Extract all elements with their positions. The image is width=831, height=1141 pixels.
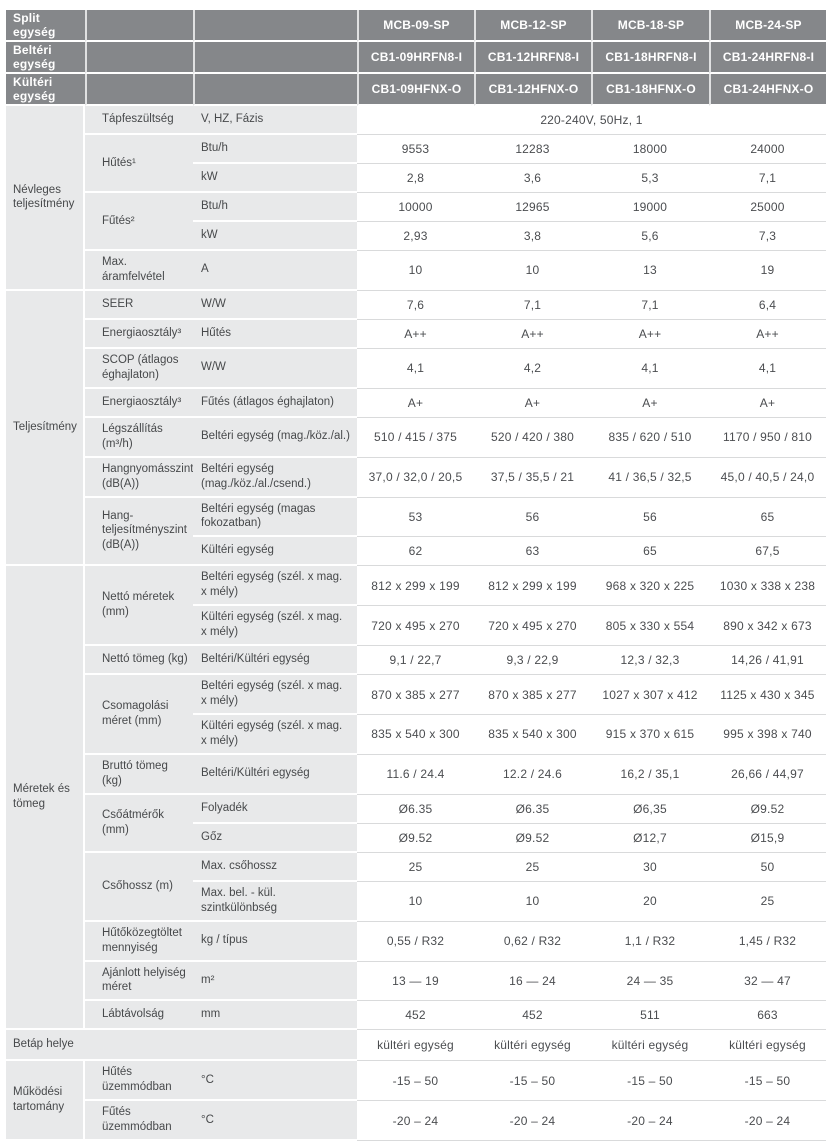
spec-row bbox=[6, 320, 826, 349]
spec-row bbox=[6, 349, 826, 389]
value-cell: 16,2 / 35,1 bbox=[591, 755, 709, 795]
value-cell: 12.2 / 24.6 bbox=[474, 755, 591, 795]
sub-label: A bbox=[193, 251, 357, 291]
value-cell: 10 bbox=[474, 882, 591, 922]
value-cell: 10000 bbox=[357, 193, 474, 222]
value-cell: A+ bbox=[357, 389, 474, 418]
sub-label: kW bbox=[193, 164, 357, 193]
param-label: Csomagolási méret (mm) bbox=[85, 675, 193, 755]
spec-row bbox=[6, 646, 826, 675]
outdoor-model: CB1-18HFNX-O bbox=[591, 74, 709, 106]
param-label: Tápfeszültség bbox=[85, 106, 193, 135]
value-cell: Ø12,7 bbox=[591, 824, 709, 853]
sub-label: °C bbox=[193, 1061, 357, 1101]
sub-label: Beltéri egység (szél. x mag. x mély) bbox=[193, 675, 357, 715]
value-cell: kültéri egység bbox=[709, 1030, 826, 1061]
param-label: Lábtávolság bbox=[85, 1001, 193, 1030]
param-label: Csőátmérők (mm) bbox=[85, 795, 193, 853]
value-cell: 25 bbox=[709, 882, 826, 922]
value-cell: kültéri egység bbox=[591, 1030, 709, 1061]
sub-label: Kültéri egység bbox=[193, 537, 357, 566]
value-cell: A++ bbox=[591, 320, 709, 349]
param-label: Nettó méretek (mm) bbox=[85, 566, 193, 646]
value-cell: 9,1 / 22,7 bbox=[357, 646, 474, 675]
value-cell: 63 bbox=[474, 537, 591, 566]
value-cell: 3,6 bbox=[474, 164, 591, 193]
value-cell: 4,1 bbox=[591, 349, 709, 389]
value-cell: 3,8 bbox=[474, 222, 591, 251]
value-cell: Ø6,35 bbox=[591, 795, 709, 824]
value-cell: 812 x 299 x 199 bbox=[474, 566, 591, 606]
value-cell: 812 x 299 x 199 bbox=[357, 566, 474, 606]
value-cell: 25000 bbox=[709, 193, 826, 222]
value-cell: 10 bbox=[474, 251, 591, 291]
spec-row bbox=[6, 291, 826, 320]
value-cell: 53 bbox=[357, 498, 474, 538]
sub-label: Folyadék bbox=[193, 795, 357, 824]
value-cell: 19 bbox=[709, 251, 826, 291]
model-name: MCB-12-SP bbox=[474, 10, 591, 42]
model-name: MCB-24-SP bbox=[709, 10, 826, 42]
value-cell: Ø6.35 bbox=[474, 795, 591, 824]
param-label: Bruttó tömeg (kg) bbox=[85, 755, 193, 795]
header-filler bbox=[193, 42, 357, 74]
header-row-outdoor bbox=[6, 74, 826, 106]
param-label: Ajánlott helyiség méret bbox=[85, 962, 193, 1002]
indoor-model: CB1-18HRFN8-I bbox=[591, 42, 709, 74]
value-cell: Ø9.52 bbox=[357, 824, 474, 853]
value-cell: 1030 x 338 x 238 bbox=[709, 566, 826, 606]
value-cell: 9553 bbox=[357, 135, 474, 164]
value-cell: 37,5 / 35,5 / 21 bbox=[474, 458, 591, 498]
value-cell: Ø15,9 bbox=[709, 824, 826, 853]
sub-label: Gőz bbox=[193, 824, 357, 853]
sub-label: kW bbox=[193, 222, 357, 251]
value-cell: 452 bbox=[357, 1001, 474, 1030]
value-cell: A++ bbox=[474, 320, 591, 349]
value-cell: 1125 x 430 x 345 bbox=[709, 675, 826, 715]
section-label: Betáp helye bbox=[6, 1030, 357, 1061]
spec-row bbox=[6, 389, 826, 418]
value-cell: 0,62 / R32 bbox=[474, 922, 591, 962]
param-label: Csőhossz (m) bbox=[85, 853, 193, 922]
sub-label: m² bbox=[193, 962, 357, 1002]
sub-label: Beltéri egység (magas fokozatban) bbox=[193, 498, 357, 538]
indoor-model: CB1-24HRFN8-I bbox=[709, 42, 826, 74]
model-name: MCB-09-SP bbox=[357, 10, 474, 42]
value-cell: -20 – 24 bbox=[474, 1101, 591, 1141]
sub-label: mm bbox=[193, 1001, 357, 1030]
value-cell: 7,1 bbox=[709, 164, 826, 193]
value-cell: 720 x 495 x 270 bbox=[357, 606, 474, 646]
spec-row bbox=[6, 1061, 826, 1101]
param-label: Légszállítás (m³/h) bbox=[85, 418, 193, 458]
value-cell: 20 bbox=[591, 882, 709, 922]
value-cell: 520 / 420 / 380 bbox=[474, 418, 591, 458]
sub-label: Beltéri/Kültéri egység bbox=[193, 755, 357, 795]
spec-row bbox=[6, 853, 826, 882]
value-cell: A++ bbox=[357, 320, 474, 349]
value-cell: Ø6.35 bbox=[357, 795, 474, 824]
header-filler bbox=[85, 42, 193, 74]
value-cell: 37,0 / 32,0 / 20,5 bbox=[357, 458, 474, 498]
spec-row bbox=[6, 1030, 826, 1061]
sub-label: Hűtés bbox=[193, 320, 357, 349]
value-cell: -15 – 50 bbox=[591, 1061, 709, 1101]
value-cell: 5,3 bbox=[591, 164, 709, 193]
value-cell: -20 – 24 bbox=[709, 1101, 826, 1141]
value-cell: 4,1 bbox=[357, 349, 474, 389]
sub-label: Beltéri egység (szél. x mag. x mély) bbox=[193, 566, 357, 606]
sub-label: Btu/h bbox=[193, 135, 357, 164]
header-filler bbox=[193, 74, 357, 106]
value-cell: 14,26 / 41,91 bbox=[709, 646, 826, 675]
value-cell: 7,1 bbox=[591, 291, 709, 320]
value-cell: 1,1 / R32 bbox=[591, 922, 709, 962]
section-label: Teljesítmény bbox=[6, 291, 85, 567]
spec-row bbox=[6, 458, 826, 498]
value-cell: 915 x 370 x 615 bbox=[591, 715, 709, 755]
value-cell: 24 — 35 bbox=[591, 962, 709, 1002]
value-cell: 26,66 / 44,97 bbox=[709, 755, 826, 795]
sub-label: Kültéri egység (szél. x mag. x mély) bbox=[193, 715, 357, 755]
spec-table bbox=[6, 10, 826, 1141]
value-cell: 19000 bbox=[591, 193, 709, 222]
sub-label: Beltéri egység (mag./köz./al.) bbox=[193, 418, 357, 458]
section-label: Működési tartomány bbox=[6, 1061, 85, 1141]
value-cell: 835 x 540 x 300 bbox=[357, 715, 474, 755]
sub-label: Max. bel. - kül. szintkülönbség bbox=[193, 882, 357, 922]
header-row-split bbox=[6, 10, 826, 42]
spec-row bbox=[6, 755, 826, 795]
value-cell: 995 x 398 x 740 bbox=[709, 715, 826, 755]
value-cell: 511 bbox=[591, 1001, 709, 1030]
value-cell: 7,1 bbox=[474, 291, 591, 320]
value-cell: 1027 x 307 x 412 bbox=[591, 675, 709, 715]
value-cell: 870 x 385 x 277 bbox=[474, 675, 591, 715]
value-cell: A+ bbox=[591, 389, 709, 418]
header-filler bbox=[85, 10, 193, 42]
sub-label: Beltéri egység (mag./köz./al./csend.) bbox=[193, 458, 357, 498]
value-cell: 32 — 47 bbox=[709, 962, 826, 1002]
param-label: Hang-teljesítményszint (dB(A)) bbox=[85, 498, 193, 567]
header-filler bbox=[193, 10, 357, 42]
value-cell: 7,6 bbox=[357, 291, 474, 320]
value-cell: 10 bbox=[357, 251, 474, 291]
value-cell: -15 – 50 bbox=[474, 1061, 591, 1101]
value-cell: 890 x 342 x 673 bbox=[709, 606, 826, 646]
spec-row bbox=[6, 418, 826, 458]
value-cell: 18000 bbox=[591, 135, 709, 164]
value-cell: 870 x 385 x 277 bbox=[357, 675, 474, 715]
value-cell: 25 bbox=[357, 853, 474, 882]
value-cell: 56 bbox=[591, 498, 709, 538]
param-label: Fűtés² bbox=[85, 193, 193, 251]
spec-row bbox=[6, 675, 826, 715]
sub-label: Kültéri egység (szél. x mag. x mély) bbox=[193, 606, 357, 646]
section-label: Méretek és tömeg bbox=[6, 566, 85, 1030]
value-cell: Ø9.52 bbox=[709, 795, 826, 824]
spec-row bbox=[6, 795, 826, 824]
indoor-model: CB1-09HRFN8-I bbox=[357, 42, 474, 74]
value-cell: 12965 bbox=[474, 193, 591, 222]
value-cell: 663 bbox=[709, 1001, 826, 1030]
header-label-indoor: Beltéri egység bbox=[6, 42, 85, 74]
param-label: Energiaosztály³ bbox=[85, 320, 193, 349]
value-cell: 6,4 bbox=[709, 291, 826, 320]
value-cell: 50 bbox=[709, 853, 826, 882]
value-cell: A+ bbox=[709, 389, 826, 418]
value-cell: 835 / 620 / 510 bbox=[591, 418, 709, 458]
value-cell: 30 bbox=[591, 853, 709, 882]
sub-label: W/W bbox=[193, 349, 357, 389]
value-cell: 67,5 bbox=[709, 537, 826, 566]
value-cell: 220-240V, 50Hz, 1 bbox=[357, 106, 826, 135]
header-label-split: Split egység bbox=[6, 10, 85, 42]
value-cell: 0,55 / R32 bbox=[357, 922, 474, 962]
spec-row bbox=[6, 1101, 826, 1141]
value-cell: 4,2 bbox=[474, 349, 591, 389]
sub-label: Fűtés (átlagos éghajlaton) bbox=[193, 389, 357, 418]
header-row-indoor bbox=[6, 42, 826, 74]
value-cell: 7,3 bbox=[709, 222, 826, 251]
header-label-outdoor: Kültéri egység bbox=[6, 74, 85, 106]
outdoor-model: CB1-24HFNX-O bbox=[709, 74, 826, 106]
value-cell: A+ bbox=[474, 389, 591, 418]
value-cell: 65 bbox=[709, 498, 826, 538]
value-cell: 2,8 bbox=[357, 164, 474, 193]
value-cell: 4,1 bbox=[709, 349, 826, 389]
param-label: Energiaosztály³ bbox=[85, 389, 193, 418]
value-cell: 13 bbox=[591, 251, 709, 291]
param-label: Hűtőközegtöltet mennyiség bbox=[85, 922, 193, 962]
model-name: MCB-18-SP bbox=[591, 10, 709, 42]
param-label: Hangnyomásszint (dB(A)) bbox=[85, 458, 193, 498]
value-cell: 25 bbox=[474, 853, 591, 882]
value-cell: 13 — 19 bbox=[357, 962, 474, 1002]
value-cell: 45,0 / 40,5 / 24,0 bbox=[709, 458, 826, 498]
sub-label: Max. csőhossz bbox=[193, 853, 357, 882]
spec-row bbox=[6, 135, 826, 164]
spec-row bbox=[6, 1001, 826, 1030]
spec-row bbox=[6, 566, 826, 606]
outdoor-model: CB1-09HFNX-O bbox=[357, 74, 474, 106]
header-filler bbox=[85, 74, 193, 106]
value-cell: 10 bbox=[357, 882, 474, 922]
value-cell: 9,3 / 22,9 bbox=[474, 646, 591, 675]
spec-row bbox=[6, 962, 826, 1002]
value-cell: 12283 bbox=[474, 135, 591, 164]
value-cell: A++ bbox=[709, 320, 826, 349]
param-label: Fűtés üzemmódban bbox=[85, 1101, 193, 1141]
spec-row bbox=[6, 106, 826, 135]
value-cell: 41 / 36,5 / 32,5 bbox=[591, 458, 709, 498]
value-cell: kültéri egység bbox=[357, 1030, 474, 1061]
sub-label: Beltéri/Kültéri egység bbox=[193, 646, 357, 675]
value-cell: 1170 / 950 / 810 bbox=[709, 418, 826, 458]
spec-row bbox=[6, 251, 826, 291]
value-cell: 24000 bbox=[709, 135, 826, 164]
value-cell: 65 bbox=[591, 537, 709, 566]
value-cell: 16 — 24 bbox=[474, 962, 591, 1002]
indoor-model: CB1-12HRFN8-I bbox=[474, 42, 591, 74]
value-cell: 510 / 415 / 375 bbox=[357, 418, 474, 458]
spec-row bbox=[6, 193, 826, 222]
param-label: Hűtés¹ bbox=[85, 135, 193, 193]
value-cell: kültéri egység bbox=[474, 1030, 591, 1061]
value-cell: 968 x 320 x 225 bbox=[591, 566, 709, 606]
outdoor-model: CB1-12HFNX-O bbox=[474, 74, 591, 106]
value-cell: 835 x 540 x 300 bbox=[474, 715, 591, 755]
value-cell: 11.6 / 24.4 bbox=[357, 755, 474, 795]
value-cell: -20 – 24 bbox=[591, 1101, 709, 1141]
value-cell: 56 bbox=[474, 498, 591, 538]
sub-label: W/W bbox=[193, 291, 357, 320]
value-cell: -15 – 50 bbox=[357, 1061, 474, 1101]
value-cell: 805 x 330 x 554 bbox=[591, 606, 709, 646]
spec-row bbox=[6, 498, 826, 538]
param-label: Max. áramfelvétel bbox=[85, 251, 193, 291]
value-cell: 12,3 / 32,3 bbox=[591, 646, 709, 675]
param-label: Nettó tömeg (kg) bbox=[85, 646, 193, 675]
value-cell: 452 bbox=[474, 1001, 591, 1030]
value-cell: Ø9.52 bbox=[474, 824, 591, 853]
section-label: Névleges teljesítmény bbox=[6, 106, 85, 291]
sub-label: V, HZ, Fázis bbox=[193, 106, 357, 135]
value-cell: 720 x 495 x 270 bbox=[474, 606, 591, 646]
value-cell: -20 – 24 bbox=[357, 1101, 474, 1141]
value-cell: 2,93 bbox=[357, 222, 474, 251]
sub-label: kg / típus bbox=[193, 922, 357, 962]
value-cell: 62 bbox=[357, 537, 474, 566]
value-cell: 5,6 bbox=[591, 222, 709, 251]
sub-label: °C bbox=[193, 1101, 357, 1141]
value-cell: -15 – 50 bbox=[709, 1061, 826, 1101]
param-label: Hűtés üzemmódban bbox=[85, 1061, 193, 1101]
param-label: SEER bbox=[85, 291, 193, 320]
spec-row bbox=[6, 922, 826, 962]
sub-label: Btu/h bbox=[193, 193, 357, 222]
value-cell: 1,45 / R32 bbox=[709, 922, 826, 962]
param-label: SCOP (átlagos éghajlaton) bbox=[85, 349, 193, 389]
